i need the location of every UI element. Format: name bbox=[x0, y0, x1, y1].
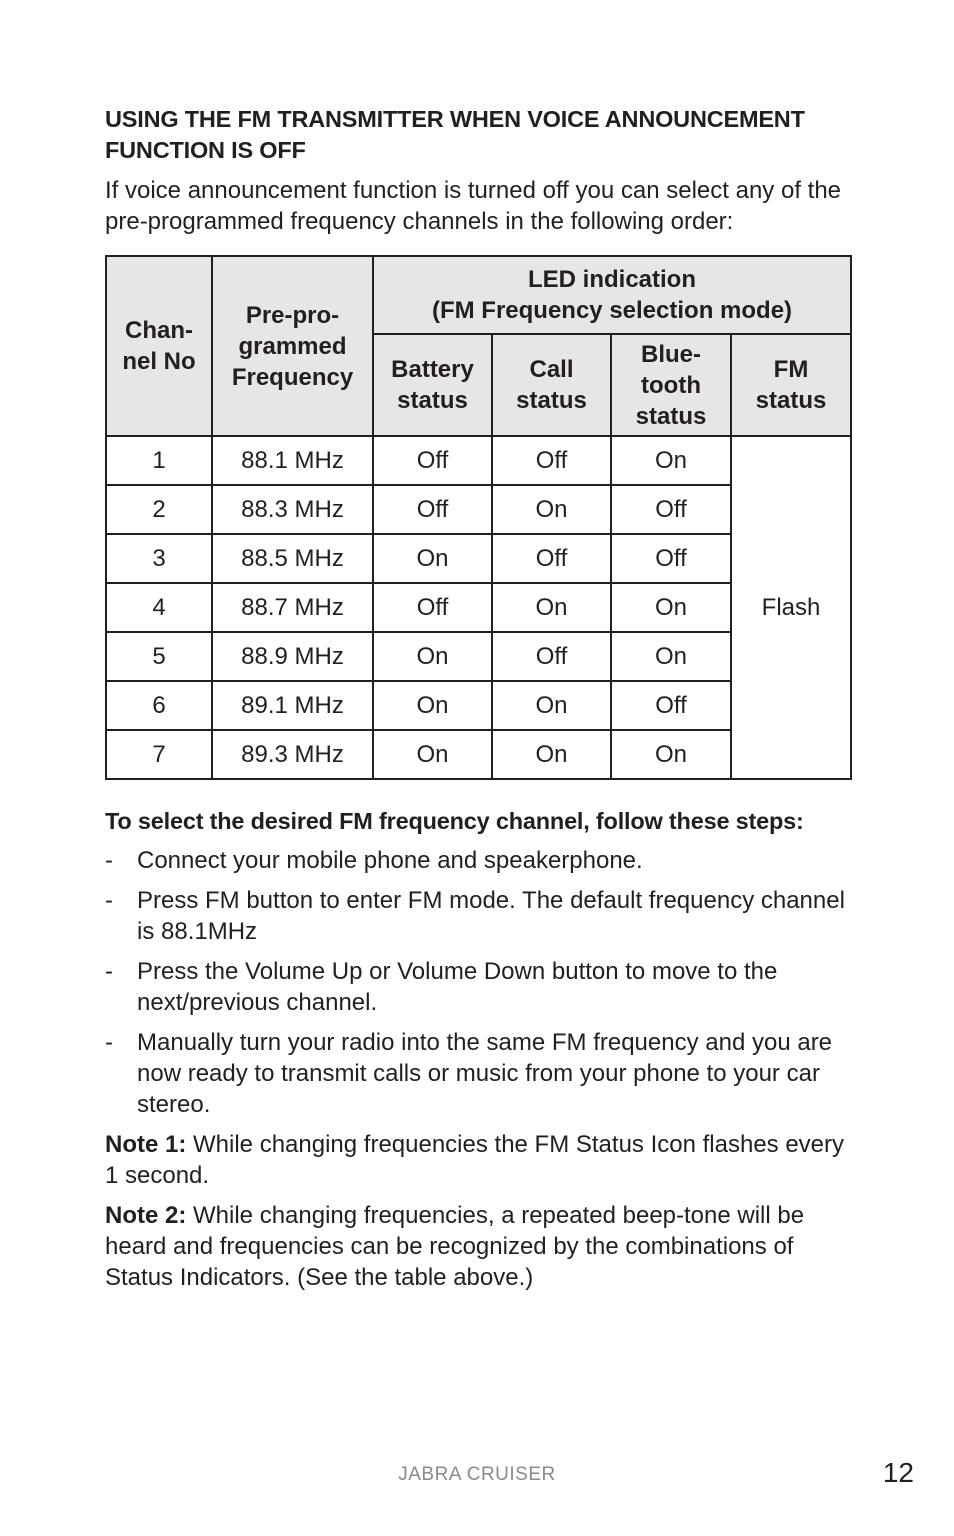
cell-battery: On bbox=[373, 681, 492, 730]
cell-call: On bbox=[492, 583, 611, 632]
cell-frequency: 88.3 MHz bbox=[212, 485, 373, 534]
cell-channel: 4 bbox=[106, 583, 212, 632]
note-text: While changing frequencies the FM Status Icon flashes every 1 second. bbox=[105, 1131, 845, 1189]
header-call-status: Call status bbox=[492, 334, 611, 436]
note-text: While changing frequencies, a repeated beep-tone will be heard and frequencies can be recognized by the combinations of Status Indicators. (See the table above.) bbox=[105, 1202, 805, 1291]
header-channel-no: Chan- nel No bbox=[106, 256, 212, 436]
cell-channel: 1 bbox=[106, 436, 212, 485]
note-label: Note 2: bbox=[105, 1202, 187, 1229]
cell-channel: 3 bbox=[106, 534, 212, 583]
list-item bbox=[105, 1027, 850, 1120]
cell-bluetooth: Off bbox=[611, 681, 731, 730]
step-text: Press FM button to enter FM mode. The default frequency channel is 88.1MHz bbox=[137, 887, 845, 945]
fm-channel-table bbox=[105, 255, 852, 780]
cell-bluetooth: Off bbox=[611, 485, 731, 534]
cell-bluetooth: On bbox=[611, 583, 731, 632]
cell-bluetooth: On bbox=[611, 632, 731, 681]
cell-channel: 6 bbox=[106, 681, 212, 730]
cell-frequency: 88.5 MHz bbox=[212, 534, 373, 583]
page-content bbox=[105, 104, 850, 1302]
bullet-dash: - bbox=[105, 847, 113, 874]
bullet-dash: - bbox=[105, 887, 113, 914]
cell-bluetooth: On bbox=[611, 730, 731, 779]
cell-channel: 7 bbox=[106, 730, 212, 779]
header-fm-status: FM status bbox=[731, 334, 851, 436]
bullet-dash: - bbox=[105, 1029, 113, 1056]
table-row bbox=[106, 436, 851, 485]
page-number: 12 bbox=[882, 1457, 914, 1488]
cell-call: Off bbox=[492, 632, 611, 681]
list-item bbox=[105, 885, 850, 947]
footer-brand: JABRA CRUISER bbox=[398, 1464, 556, 1485]
cell-battery: On bbox=[373, 534, 492, 583]
cell-call: On bbox=[492, 485, 611, 534]
list-item bbox=[105, 845, 850, 876]
bullet-dash: - bbox=[105, 958, 113, 985]
note-1 bbox=[105, 1129, 850, 1191]
cell-frequency: 89.3 MHz bbox=[212, 730, 373, 779]
steps-title: To select the desired FM frequency channel, follow these steps: bbox=[105, 808, 804, 834]
cell-call: On bbox=[492, 730, 611, 779]
section-heading: USING THE FM TRANSMITTER WHEN VOICE ANNOUNCEMENT FUNCTION IS OFF bbox=[105, 106, 805, 163]
cell-battery: Off bbox=[373, 583, 492, 632]
cell-battery: Off bbox=[373, 485, 492, 534]
cell-bluetooth: On bbox=[611, 436, 731, 485]
step-text: Connect your mobile phone and speakerphone. bbox=[137, 847, 643, 874]
step-text: Press the Volume Up or Volume Down button to move to the next/previous channel. bbox=[137, 958, 778, 1016]
step-text: Manually turn your radio into the same FM frequency and you are now ready to transmit calls or music from your phone to your car stereo. bbox=[137, 1029, 833, 1118]
header-frequency: Pre-pro- grammed Frequency bbox=[212, 256, 373, 436]
list-item bbox=[105, 956, 850, 1018]
cell-battery: Off bbox=[373, 436, 492, 485]
cell-frequency: 88.7 MHz bbox=[212, 583, 373, 632]
cell-call: Off bbox=[492, 436, 611, 485]
steps-list bbox=[105, 845, 850, 1120]
cell-frequency: 88.9 MHz bbox=[212, 632, 373, 681]
note-2 bbox=[105, 1200, 850, 1293]
cell-channel: 2 bbox=[106, 485, 212, 534]
cell-call: On bbox=[492, 681, 611, 730]
header-bluetooth-status: Blue- tooth status bbox=[611, 334, 731, 436]
cell-battery: On bbox=[373, 730, 492, 779]
header-led-indication: LED indication (FM Frequency selection mode) bbox=[373, 256, 851, 334]
cell-channel: 5 bbox=[106, 632, 212, 681]
intro-paragraph: If voice announcement function is turned off you can select any of the pre-programmed frequency channels in the following order: bbox=[105, 177, 842, 235]
cell-fm-status: Flash bbox=[731, 436, 851, 779]
note-label: Note 1: bbox=[105, 1131, 187, 1158]
cell-bluetooth: Off bbox=[611, 534, 731, 583]
header-battery-status: Battery status bbox=[373, 334, 492, 436]
cell-battery: On bbox=[373, 632, 492, 681]
cell-call: Off bbox=[492, 534, 611, 583]
cell-frequency: 89.1 MHz bbox=[212, 681, 373, 730]
cell-frequency: 88.1 MHz bbox=[212, 436, 373, 485]
